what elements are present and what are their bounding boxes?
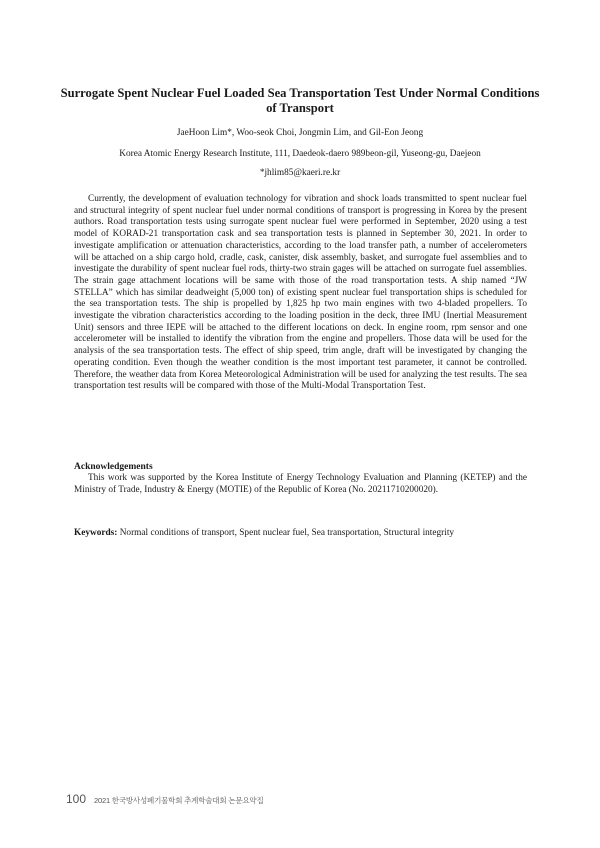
page-number: 100 xyxy=(66,792,87,806)
corresponding-email: *jhlim85@kaeri.re.kr xyxy=(259,168,341,178)
keywords-line xyxy=(74,527,534,539)
author-list: JaeHoon Lim*, Woo-seok Choi, Jongmin Lim, and Gil-Eon Jeong xyxy=(176,128,424,138)
proceedings-title: 2021 한국방사성폐기물학회 추계학술대회 논문요약집 xyxy=(94,796,264,805)
keywords-text: Normal conditions of transport, Spent nuclear fuel, Sea transportation, Structural integrity xyxy=(117,528,455,538)
paper-title: Surrogate Spent Nuclear Fuel Loaded Sea Transportation Test Under Normal Conditions of Transport xyxy=(60,86,540,115)
acknowledgements-heading: Acknowledgements xyxy=(74,462,153,472)
author-affiliation: Korea Atomic Energy Research Institute, 111, Daedeok-daero 989beon-gil, Yuseong-gu, Daejeon xyxy=(119,149,481,159)
acknowledgements-paragraph: This work was supported by the Korea Institute of Energy Technology Evaluation and Planning (KETEP) and the Ministry of Trade, Industry & Energy (MOTIE) of the Republic of Korea (No. 20211710200020). xyxy=(74,473,527,495)
abstract-paragraph: Currently, the development of evaluation technology for vibration and shock loads transmitted to spent nuclear fuel and structural integrity of spent nuclear fuel under normal conditions of transport is progressing in Korea by the present authors. Road transportation tests using surrogate spent nuclear fuel were performed in September, 2020 using a test model of KORAD-21 transportation cask and sea transportation tests is planned in September 30, 2021. In order to investigate amplification or attenuation characteristics, according to the load transfer path, a number of accelerometers will be attached on a ship cargo hold, cradle, cask, canister, disk assembly, basket, and surrogate fuel assemblies and to investigate the durability of spent nuclear fuel rods, thirty-two strain gages will be attached on surrogate fuel assemblies. The strain gage attachment locations will be same with those of the road transportation tests. A ship named “JW STELLA” which has similar deadweight (5,000 ton) of existing spent nuclear fuel transportation ships is scheduled for the sea transportation tests. The ship is propelled by 1,825 hp two main engines with two 4-bladed propellers. To investigate the vibration characteristics according to the loading position in the deck, three IMU (Inertial Measurement Unit) sensors and three IEPE will be attached to the different locations on deck. In engine room, rpm sensor and one accelerometer will be installed to identify the vibration from the engine and propellers. Those data will be used for the analysis of the sea transportation tests. The effect of ship speed, trim angle, draft will be investigated by changing the operating condition. Even though the weather condition is the most important test parameter, it cannot be controlled. Therefore, the weather data from Korea Meteorological Administration will be used for analyzing the test results. The sea transportation test results will be compared with those of the Multi-Modal Transportation Test. xyxy=(74,194,527,392)
page-footer xyxy=(66,792,264,806)
keywords-label: Keywords: xyxy=(74,528,118,538)
